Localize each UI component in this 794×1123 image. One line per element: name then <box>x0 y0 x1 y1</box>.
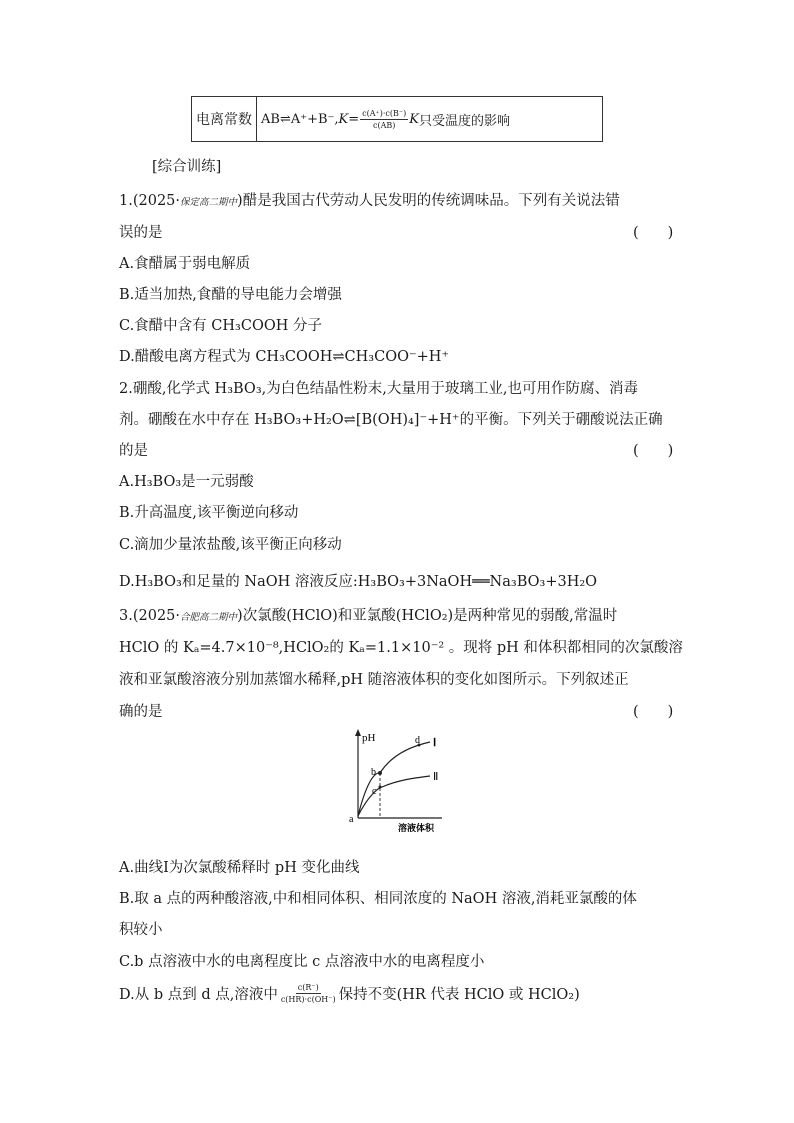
q2-option-b: B.升高温度,该平衡逆向移动 <box>119 505 299 521</box>
k-tail-symbol: K <box>409 111 419 127</box>
q1-option-b: B.适当加热,食醋的导电能力会增强 <box>119 287 342 303</box>
q3-option-b-line2: 积较小 <box>119 922 163 938</box>
ph-dilution-graph <box>338 728 448 833</box>
equals-sign: = <box>348 111 360 127</box>
k-symbol: K <box>338 111 349 127</box>
q2-answer-paren: ( ) <box>633 443 674 459</box>
q2-stem-line1: 2.硼酸,化学式 H₃BO₃,为白色结晶性粉末,大量用于玻璃工业,也可用作防腐、消毒 <box>119 381 638 397</box>
q1-number: 1.(2025· <box>119 193 181 209</box>
point-b-label: b <box>371 767 376 778</box>
q3-option-d-prefix: D.从 b 点到 d 点,溶液中 <box>119 987 278 1003</box>
curve-ii <box>358 776 430 816</box>
k-fraction-numerator: c(A⁺)·c(B⁻) <box>362 108 407 118</box>
q3-number: 3.(2025· <box>119 608 181 624</box>
ionization-constant-table <box>191 96 603 142</box>
point-b-marker <box>378 771 382 775</box>
q2-option-c: C.滴加少量浓盐酸,该平衡正向移动 <box>119 537 342 553</box>
q3-source: 合肥高二期中 <box>180 612 238 623</box>
curve-ii-label: Ⅱ <box>433 771 439 783</box>
q1-option-c: C.食醋中含有 CH₃COOH 分子 <box>119 318 322 334</box>
point-a-label: a <box>349 814 354 825</box>
q1-stem-line2: 误的是 <box>119 225 163 241</box>
q3-stem-line2: HClO 的 Kₐ=4.7×10⁻⁸,HClO₂的 Kₐ=1.1×10⁻² 。现将 pH 和体积都相同的次氯酸溶 <box>119 640 683 656</box>
q3-stem-line3: 液和亚氯酸溶液分别加蒸馏水稀释,pH 随溶液体积的变化如图所示。下列叙述正 <box>119 672 629 688</box>
point-d-label: d <box>415 735 420 746</box>
q1-stem-line1 <box>119 189 620 210</box>
q3-option-d-numerator: c(R⁻) <box>297 983 319 992</box>
q3-stem-text: 次氯酸(HClO)和亚氯酸(HClO₂)是两种常见的弱酸,常温时 <box>242 608 618 624</box>
q1-source-close: ) <box>237 193 243 209</box>
point-c-marker <box>379 786 382 789</box>
table-label: 电离常数 <box>192 97 257 141</box>
q3-option-b-line1: B.取 a 点的两种酸溶液,中和相同体积、相同浓度的 NaOH 溶液,消耗亚氯酸的体 <box>119 891 637 907</box>
x-axis-label: 溶液体积 <box>398 824 435 833</box>
table-content <box>257 97 602 141</box>
q3-option-d-suffix: 保持不变(HR 代表 HClO 或 HClO₂) <box>338 987 580 1003</box>
q2-stem-line2: 剂。硼酸在水中存在 H₃BO₃+H₂O⇌[B(OH)₄]⁻+H⁺的平衡。下列关于硼酸说法正确 <box>119 412 663 428</box>
q3-stem-line1 <box>119 604 617 625</box>
point-c-label: c <box>372 786 377 797</box>
curve-i <box>358 742 430 816</box>
q1-answer-paren: ( ) <box>633 225 674 241</box>
table-tail-text: 只受温度的影响 <box>418 113 510 129</box>
q1-source: 保定高二期中 <box>180 197 238 208</box>
q1-stem-text: 醋是我国古代劳动人民发明的传统调味品。下列有关说法错 <box>242 193 620 209</box>
y-axis-arrow <box>355 729 361 736</box>
equilibrium-text: AB⇌A⁺+B⁻, <box>261 111 339 127</box>
q3-source-close: ) <box>237 608 243 624</box>
k-fraction <box>360 108 408 131</box>
q3-option-d-denominator: c(HR)·c(OH⁻) <box>280 995 336 1004</box>
q1-option-d: D.醋酸电离方程式为 CH₃COOH⇌CH₃COO⁻+H⁺ <box>119 349 450 365</box>
q3-option-c: C.b 点溶液中水的电离程度比 c 点溶液中水的电离程度小 <box>119 954 485 970</box>
q1-option-a: A.食醋属于弱电解质 <box>119 256 251 272</box>
q2-option-d: D.H₃BO₃和足量的 NaOH 溶液反应:H₃BO₃+3NaOH══Na₃BO₃+3H₂O <box>119 574 598 590</box>
curve-i-label: Ⅰ <box>433 737 437 749</box>
q3-option-d-fraction <box>279 982 338 1005</box>
section-title: [综合训练] <box>152 159 222 175</box>
q3-option-d <box>119 982 580 1005</box>
k-fraction-denominator: c(AB) <box>373 120 396 130</box>
q2-stem-line3: 的是 <box>119 443 148 459</box>
q3-stem-line4: 确的是 <box>119 704 163 720</box>
q2-option-a: A.H₃BO₃是一元弱酸 <box>119 474 254 490</box>
q3-option-a: A.曲线Ⅰ为次氯酸稀释时 pH 变化曲线 <box>119 860 360 876</box>
y-axis-label: pH <box>362 732 376 744</box>
q3-answer-paren: ( ) <box>633 704 674 720</box>
